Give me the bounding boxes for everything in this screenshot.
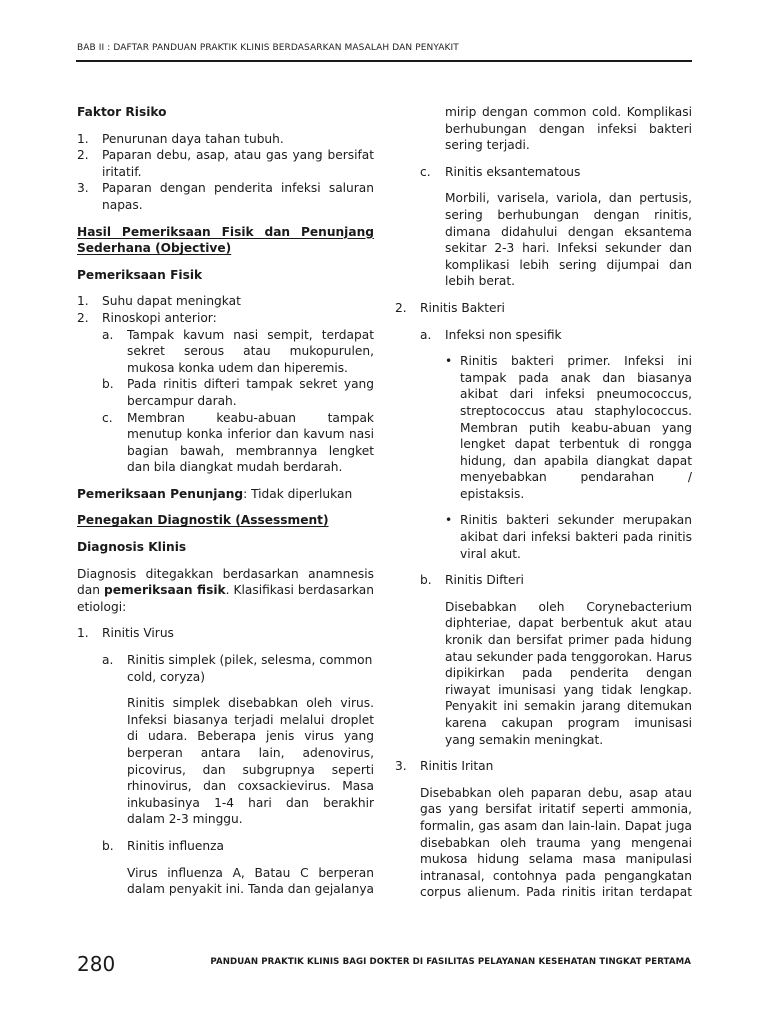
- pemeriksaan-penunjang: [77, 486, 374, 503]
- list-item: [77, 131, 374, 148]
- list-number: 3.: [77, 181, 89, 196]
- infeksi-non-spesifik-item: [395, 327, 692, 344]
- list-text: Penurunan daya tahan tubuh.: [102, 131, 284, 146]
- penunjang-label: Pemeriksaan Penunjang: [77, 486, 244, 501]
- list-number: 1.: [77, 294, 89, 309]
- list-number: 1.: [77, 131, 89, 146]
- penegakan-diagnostik-heading: Penegakan Diagnostik (Assessment): [77, 513, 329, 528]
- list-text: Paparan debu, asap, atau gas yang bersifat iritatif.: [102, 148, 374, 179]
- list-number: 2.: [77, 148, 89, 163]
- list-number: 2.: [395, 300, 407, 315]
- rinitis-virus-item: [77, 625, 374, 642]
- rinitis-eksantematous-item: [395, 164, 692, 181]
- pemeriksaan-fisik-list: [77, 293, 374, 476]
- list-text: Rinoskopi anterior:: [102, 310, 217, 325]
- diagnosis-paragraph: [77, 566, 374, 616]
- sublist-letter: c.: [102, 410, 113, 425]
- bullet-icon: •: [445, 513, 453, 528]
- list-number: 2.: [77, 310, 89, 325]
- diagnosis-text-bold: pemeriksaan fisik: [103, 583, 226, 598]
- rinitis-difteri-item: [395, 572, 692, 589]
- sublist-letter: b.: [420, 573, 432, 588]
- list-text: Rinitis Iritan: [420, 759, 494, 774]
- sublist-text: Rinitis eksantematous: [445, 164, 581, 179]
- header-divider: [76, 60, 692, 62]
- sublist-text: Tampak kavum nasi sempit, terdapat sekret serous atau mukopurulen, mukosa konka udem dan hiperemis.: [127, 327, 374, 375]
- rinitis-simplek-text: Rinitis simplek disebabkan oleh virus. Infeksi biasanya terjadi melalui droplet di udara. Beberapa jenis virus yang berperan antara lain, adenovirus, picovirus, dan subgrupnya seperti rhinovirus, dan coxsackievirus. Masa inkubasinya 1-4 hari dan berakhir dalam 2-3 minggu.: [127, 696, 374, 827]
- sublist-letter: a.: [102, 327, 114, 342]
- bullet-item: [395, 512, 692, 562]
- bullet-icon: •: [445, 354, 453, 369]
- right-column: [395, 104, 692, 911]
- list-text: Paparan dengan penderita infeksi saluran napas.: [102, 181, 374, 212]
- sublist-text: Infeksi non spesifik: [445, 327, 562, 342]
- bullet-text: Rinitis bakteri sekunder merupakan akibat dari infeksi bakteri pada rinitis viral akut.: [460, 513, 692, 561]
- hasil-pemeriksaan-heading: [77, 224, 374, 257]
- bullet-text: Rinitis bakteri primer. Infeksi ini tampak pada anak dan biasanya akibat dari infeksi pneumococcus, streptococcus atau staphylococcus. Membran putih keabu-abuan yang lengket dapat terbentuk di rongga hidung, dan apabila diangkat dapat menyebabkan pendarahan / epistaksis.: [460, 354, 692, 501]
- hasil-heading-line-2: Sederhana (Objective): [77, 241, 232, 256]
- rinitis-influenza-text: Virus influenza A, Batau C berperan dalam penyakit ini. Tanda dan gejalanya: [127, 865, 374, 897]
- list-text: Suhu dapat meningkat: [102, 294, 241, 309]
- left-column: [77, 104, 374, 908]
- list-item: [77, 147, 374, 180]
- rinitis-eksantematous-text: Morbili, varisela, variola, dan pertusis, sering berhubungan dengan rinitis, dimana didahului dengan eksantema sekitar 2-3 hari. Infeksi sekunder dan komplikasi lebih sering dijumpai dan lebih berat.: [445, 191, 692, 289]
- diagnosis-klinis-heading: Diagnosis Klinis: [77, 540, 187, 555]
- sublist-text: Pada rinitis difteri tampak sekret yang bercampur darah.: [127, 377, 374, 408]
- rinitis-iritan-item: [395, 758, 692, 775]
- sublist-letter: a.: [420, 327, 432, 342]
- page-number: 280: [77, 952, 116, 976]
- faktor-risiko-list: [77, 131, 374, 214]
- sublist-item: [102, 327, 374, 377]
- sublist-text: Rinitis Difteri: [445, 573, 524, 588]
- running-header: BAB II : DAFTAR PANDUAN PRAKTIK KLINIS BERDASARKAN MASALAH DAN PENYAKIT: [77, 43, 459, 53]
- diagnosis-text-1: Diagnosis ditegakkan berdasarkan anamnesis dan: [77, 566, 374, 598]
- rinitis-bakteri-item: [395, 300, 692, 317]
- list-text: Rinitis Bakteri: [420, 300, 505, 315]
- sublist-item: [102, 410, 374, 476]
- sublist-letter: c.: [420, 164, 431, 179]
- rinitis-influenza-item: [77, 838, 374, 855]
- rinoskopi-sublist: [77, 327, 374, 476]
- sublist-letter: b.: [102, 838, 114, 853]
- rinitis-difteri-text: Disebabkan oleh Corynebacterium diphteriae, dapat berbentuk akut atau kronik dan bersifat primer pada hidung atau sekunder pada tenggorokan. Harus dipikirkan pada penderita dengan riwayat imunisasi yang tidak lengkap. Penyakit ini semakin jarang ditemukan karena cakupan program imunisasi yang semakin meningkat.: [445, 599, 692, 747]
- sublist-letter: a.: [102, 653, 114, 668]
- hasil-heading-line-1: Hasil Pemeriksaan Fisik dan Penunjang: [77, 224, 374, 239]
- sublist-item: [102, 376, 374, 409]
- diagnosis-text-2: . Klasifikasi berdasarkan etiologi:: [77, 583, 374, 614]
- faktor-risiko-heading: Faktor Risiko: [77, 105, 167, 119]
- sublist-text: Membran keabu-abuan tampak menutup konka inferior dan kavum nasi bagian bawah, membrannya lengket dan bila diangkat mudah berdarah.: [127, 410, 374, 475]
- pemeriksaan-fisik-heading: Pemeriksaan Fisik: [77, 267, 203, 282]
- list-number: 3.: [395, 759, 407, 774]
- sublist-letter: b.: [102, 377, 114, 392]
- list-item: [77, 310, 374, 327]
- bullet-item: [395, 353, 692, 502]
- list-number: 1.: [77, 626, 89, 641]
- rinitis-iritan-text: Disebabkan oleh paparan debu, asap atau gas yang bersifat iritatif seperti ammonia, formalin, gas asam dan lain-lain. Dapat juga disebabkan oleh trauma yang mengenai mukosa hidung selama masa manipulasi intranasal, contohnya pada pengangkatan corpus alienum. Pada rinitis iritan terdapat: [420, 785, 692, 900]
- list-item: [77, 180, 374, 213]
- sublist-text: Rinitis simplek (pilek, selesma, common cold, coryza): [127, 653, 373, 684]
- list-item: [77, 293, 374, 310]
- rinitis-simplek-item: [77, 652, 374, 685]
- list-text: Rinitis Virus: [102, 626, 174, 641]
- penunjang-value: : Tidak diperlukan: [243, 486, 353, 501]
- sublist-text: Rinitis influenza: [127, 838, 224, 853]
- footer-title: PANDUAN PRAKTIK KLINIS BAGI DOKTER DI FASILITAS PELAYANAN KESEHATAN TINGKAT PERTAMA: [210, 957, 691, 967]
- rinitis-influenza-text-continued: mirip dengan common cold. Komplikasi berhubungan dengan infeksi bakteri sering terjadi.: [445, 105, 692, 153]
